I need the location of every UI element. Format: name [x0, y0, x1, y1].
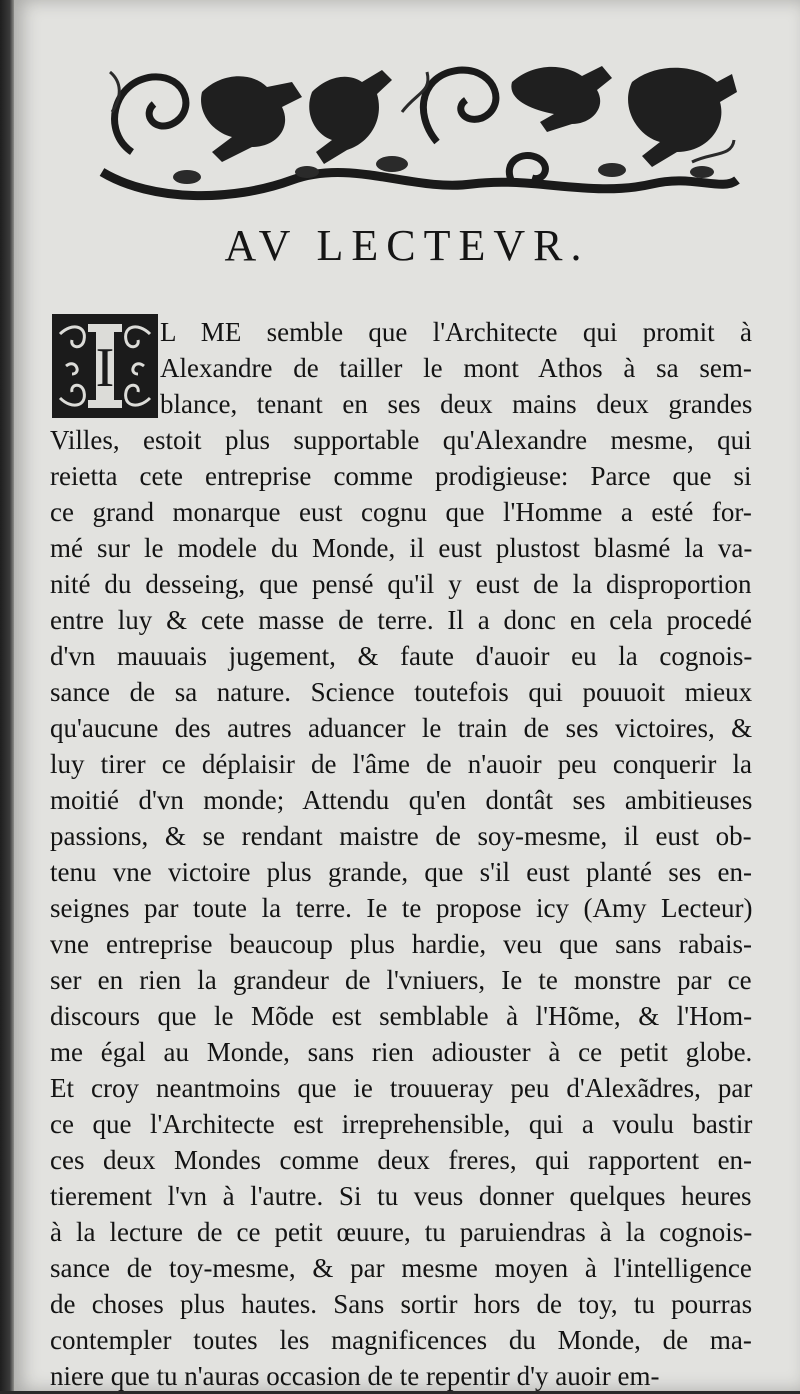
- body-line: mé sur le modele du Monde, il eust plustost blasmé la va-: [50, 533, 753, 563]
- initial-letter-glyph: I: [95, 337, 115, 399]
- body-line: blance, tenant en ses deux mains deux grandes: [160, 389, 753, 419]
- body-line: moitié d'vn monde; Attendu qu'en dontât ses ambitieuses: [50, 785, 753, 815]
- body-line: Et croy neantmoins que ie trouueray peu d'Alexãdres, par: [50, 1073, 753, 1103]
- body-line: qu'aucune des autres aduancer le train de ses victoires, &: [50, 713, 753, 743]
- body-line: Villes, estoit plus supportable qu'Alexandre mesme, qui: [50, 425, 752, 455]
- body-line: ces deux Mondes comme deux freres, qui rapportent en-: [50, 1145, 753, 1175]
- body-line: ser en rien la grandeur de l'vniuers, Ie te monstre par ce: [50, 965, 752, 995]
- body-line: d'vn mauuais jugement, & faute d'auoir eu la cognois-: [50, 641, 753, 671]
- body-line: discours que le Mõde est semblable à l'Hõme, & l'Hom-: [50, 1001, 753, 1031]
- page-gutter-shadow: [0, 0, 14, 1391]
- decorated-initial-letter: [52, 314, 158, 418]
- body-line: seignes par toute la terre. Ie te propose icy (Amy Lecteur): [50, 893, 753, 923]
- body-line: sance de toy-mesme, & par mesme moyen à l'intelligence: [50, 1253, 752, 1283]
- woodcut-headpiece-ornament: [92, 52, 742, 202]
- book-page: [14, 0, 800, 1391]
- body-line: L ME semble que l'Architecte qui promit à: [160, 317, 752, 347]
- body-line: reietta cete entreprise comme prodigieuse: Parce que si: [50, 461, 752, 491]
- body-line: contempler toutes les magnificences du Monde, de ma-: [50, 1325, 752, 1355]
- body-line: Alexandre de tailler le mont Athos à sa sem-: [160, 353, 752, 383]
- body-line: nité du desseing, que pensé qu'il y eust de la disproportion: [50, 569, 752, 599]
- body-line: sance de sa nature. Science toutefois qui pouuoit mieux: [50, 677, 753, 707]
- body-line: tenu vne victoire plus grande, que s'il eust planté ses en-: [50, 857, 752, 887]
- body-line: à la lecture de ce petit œuure, tu paruiendras à la cognois-: [50, 1217, 753, 1247]
- body-line: ce grand monarque eust cognu que l'Homme a esté for-: [50, 497, 752, 527]
- body-line: de choses plus hautes. Sans sortir hors de toy, tu pourras: [50, 1289, 753, 1319]
- body-line: tierement l'vn à l'autre. Si tu veus donner quelques heures: [50, 1181, 752, 1211]
- page-title: AV LECTEVR.: [224, 221, 590, 270]
- body-line: passions, & se rendant maistre de soy-mesme, il eust ob-: [50, 821, 752, 851]
- body-line: niere que tu n'auras occasion de te repentir d'y auoir em-: [50, 1361, 660, 1391]
- body-line: entre luy & cete masse de terre. Il a donc en cela procedé: [50, 605, 752, 635]
- body-line: luy tirer ce déplaisir de l'âme de n'auoir peu conquerir la: [50, 749, 752, 779]
- body-line: ce que l'Architecte est irreprehensible, qui a voulu bastir: [50, 1109, 753, 1139]
- body-line: me égal au Monde, sans rien adiouster à ce petit globe.: [50, 1037, 753, 1067]
- body-line: vne entreprise beaucoup plus hardie, veu que sans rabais-: [50, 929, 753, 959]
